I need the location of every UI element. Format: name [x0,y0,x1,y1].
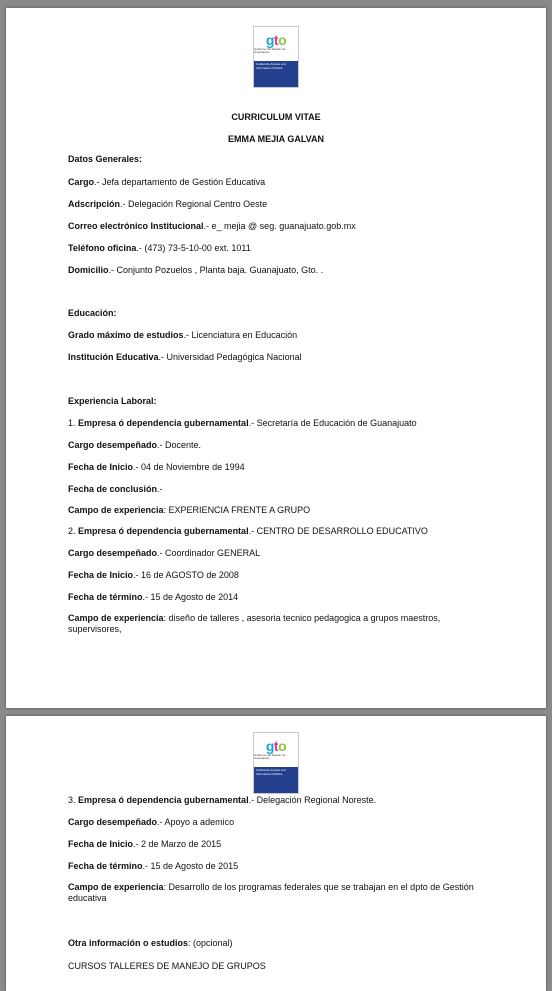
section-heading-educacion: Educación: [68,308,117,318]
section-heading-generales: Datos Generales: [68,154,143,164]
job-3-fin: Fecha de término.- 15 de Agosto de 2015 [68,861,239,871]
field-institucion: Institución Educativa.- Universidad Pedagógica Nacional [68,352,302,362]
field-domicilio: Domicilio.- Conjunto Pozuelos , Planta baja. Guanajuato, Gto. . [68,265,324,275]
job-2-empresa: 2. Empresa ó dependencia gubernamental.- CENTRO DE DESARROLLO EDUCATIVO [68,526,428,536]
field-otra-informacion: Otra información o estudios: (opcional) [68,938,233,948]
gto-logo [253,26,299,88]
job-3-inicio: Fecha de Inicio.- 2 de Marzo de 2015 [68,839,222,849]
document-title: CURRICULUM VITAE [231,112,321,122]
job-3-cargo: Cargo desempeñado.- Apoyo a ademico [68,817,235,827]
job-2-fin: Fecha de término.- 15 de Agosto de 2014 [68,592,239,602]
job-1-inicio: Fecha de Inicio.- 04 de Noviembre de 1994 [68,462,245,472]
job-1-cargo: Cargo desempeñado.- Docente. [68,440,202,450]
gto-logo-band: Unidad de Acceso a la Información Pública [254,61,298,87]
section-heading-experiencia: Experiencia Laboral: [68,396,157,406]
otra-informacion-content: CURSOS TALLERES DE MANEJO DE GRUPOS [68,961,266,971]
field-correo: Correo electrónico Institucional.- e_ mejia @ seg. guanajuato.gob.mx [68,221,356,231]
job-2-cargo: Cargo desempeñado.- Coordinador GENERAL [68,548,261,558]
gto-logo-tagline: Gobierno del Estado de Guanajuato [254,753,286,760]
job-1-empresa: 1. Empresa ó dependencia gubernamental.- Secretaría de Educación de Guanajuato [68,418,417,428]
gto-logo-tagline: Gobierno del Estado de Guanajuato [254,47,286,54]
job-2-campo: Campo de experiencia: diseño de talleres , asesoria tecnico pedagogica a grupos maestros, supervisores, [68,613,441,634]
field-adscripcion: Adscripción.- Delegación Regional Centro Oeste [68,199,268,209]
field-grado: Grado máximo de estudios.- Licenciatura en Educación [68,330,298,340]
gto-logo-page-2 [253,732,299,794]
document-page-2 [6,716,546,991]
field-telefono: Teléfono oficina.- (473) 73-5-10-00 ext. 1011 [68,243,251,253]
gto-logo-mark: gto [265,738,287,754]
person-name: EMMA MEJIA GALVAN [228,134,324,144]
gto-logo-mark: gto [265,32,287,48]
job-2-inicio: Fecha de Inicio.- 16 de AGOSTO de 2008 [68,570,239,580]
gto-logo-band: Unidad de Acceso a la Información Pública [254,767,298,793]
job-1-fin: Fecha de conclusión.- [68,484,163,494]
job-3-empresa: 3. Empresa ó dependencia gubernamental.- Delegación Regional Noreste. [68,795,377,805]
job-1-campo: Campo de experiencia: EXPERIENCIA FRENTE A GRUPO [68,505,311,515]
job-3-campo: Campo de experiencia: Desarrollo de los programas federales que se trabajan en el dpto de Gestión educativa [68,882,474,903]
document-page-1 [6,8,546,708]
field-cargo: Cargo.- Jefa departamento de Gestión Educativa [68,177,266,187]
